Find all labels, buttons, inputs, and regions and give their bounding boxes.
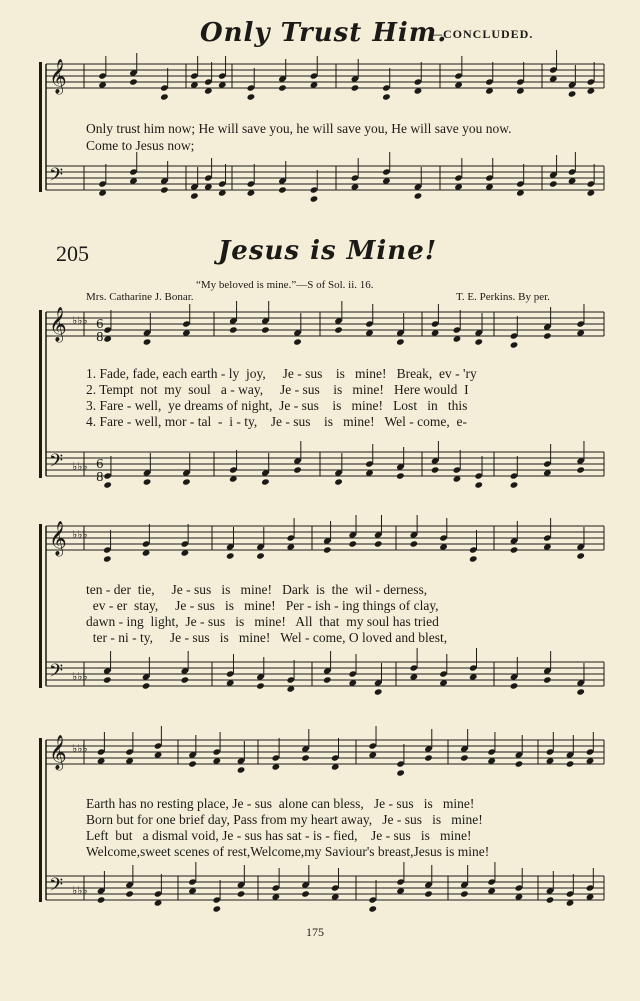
note-head <box>97 896 106 903</box>
verse-line: ev - er stay, Je - sus is mine! Per - ish - ing things of clay, <box>86 598 439 613</box>
verse-line: ten - der tie, Je - sus is mine! Dark is the wil - derness, <box>86 582 428 597</box>
note-head <box>103 555 112 562</box>
note-head <box>351 84 360 91</box>
note-head <box>410 540 419 547</box>
note-head <box>213 905 222 912</box>
note-head <box>566 760 575 767</box>
note-head <box>278 84 287 91</box>
note-head <box>348 540 357 547</box>
key-signature: ♭♭♭ <box>72 670 88 683</box>
note-head <box>396 769 405 776</box>
note-head <box>414 192 423 199</box>
note-head <box>474 338 483 345</box>
note-head <box>293 338 302 345</box>
note-head <box>431 466 440 473</box>
key-signature: ♭♭♭ <box>72 460 88 473</box>
verse-line: Left but a dismal void, Je - sus has sat - is - fied, Je - sus is mine! <box>86 828 472 843</box>
key-signature: ♭♭♭ <box>72 742 88 755</box>
note-head <box>396 472 405 479</box>
continued-hymn-title: Only Trust Him. <box>200 18 448 48</box>
note-head <box>510 341 519 348</box>
note-head <box>576 466 585 473</box>
verse-line: 3. Fare - well, ye dreams of night, Je - sus is mine! Lost in this <box>86 398 468 413</box>
note-head <box>469 555 478 562</box>
note-head <box>576 552 585 559</box>
note-head <box>374 688 383 695</box>
page-number: 175 <box>306 925 324 939</box>
note-head <box>256 552 265 559</box>
note-head <box>229 326 238 333</box>
verse-line: ter - ni - ty, Je - sus is mine! Wel - come, O loved and blest, <box>86 630 448 645</box>
note-head <box>382 93 391 100</box>
note-head <box>549 180 558 187</box>
treble-clef: 𝄞 <box>49 521 67 556</box>
note-head <box>261 478 270 485</box>
note-head <box>188 760 197 767</box>
note-head <box>181 676 190 683</box>
note-head <box>190 192 199 199</box>
note-head <box>237 890 246 897</box>
note-head <box>334 326 343 333</box>
note-head <box>543 332 552 339</box>
system-brace <box>39 310 42 478</box>
note-head <box>226 552 235 559</box>
note-head <box>543 676 552 683</box>
time-signature: 8 <box>96 330 104 344</box>
treble-clef: 𝄞 <box>49 307 67 342</box>
bass-clef: 𝄢 <box>49 875 64 900</box>
verse-line: 4. Fare - well, mor - tal - i - ty, Je - sus is mine! Wel - come, e- <box>86 414 467 429</box>
lyric-line: Come to Jesus now; <box>86 138 195 153</box>
note-head <box>301 890 310 897</box>
verse-line: Born but for one brief day, Pass from my heart away, Je - sus is mine! <box>86 812 483 827</box>
note-head <box>256 682 265 689</box>
note-head <box>293 466 302 473</box>
system-brace <box>39 62 42 192</box>
note-head <box>143 338 152 345</box>
note-head <box>374 540 383 547</box>
system-brace <box>39 738 42 902</box>
key-signature: ♭♭♭ <box>72 884 88 897</box>
note-head <box>323 546 332 553</box>
bass-clef: 𝄢 <box>49 451 64 476</box>
note-head <box>576 688 585 695</box>
note-head <box>160 186 169 193</box>
note-head <box>510 682 519 689</box>
note-head <box>103 676 112 683</box>
treble-clef: 𝄞 <box>49 735 67 770</box>
note-head <box>460 754 469 761</box>
note-head <box>474 481 483 488</box>
system-brace <box>39 524 42 688</box>
note-head <box>424 890 433 897</box>
verse-line: Earth has no resting place, Je - sus alone can bless, Je - sus is mine! <box>86 796 475 811</box>
note-head <box>278 186 287 193</box>
concluded-label: —CONCLUDED. <box>430 27 534 41</box>
hymn-title: Jesus is Mine! <box>218 236 438 266</box>
verse-line: Welcome,sweet scenes of rest,Welcome,my Saviour's breast,Jesus is mine! <box>86 844 490 859</box>
note-head <box>142 682 151 689</box>
verse-line: 2. Tempt not my soul a - way, Je - sus is mine! Here would I <box>86 382 469 397</box>
note-head <box>143 478 152 485</box>
note-head <box>129 78 138 85</box>
note-head <box>301 754 310 761</box>
time-signature: 6 <box>96 457 104 471</box>
epigraph: “My beloved is mine.”—S of Sol. ii. 16. <box>196 279 374 291</box>
key-signature: ♭♭♭ <box>72 528 88 541</box>
bass-clef: 𝄢 <box>49 661 64 686</box>
note-head <box>237 766 246 773</box>
author-credit: Mrs. Catharine J. Bonar. <box>86 291 194 303</box>
bass-clef: 𝄢 <box>49 165 64 190</box>
note-head <box>103 481 112 488</box>
treble-clef: 𝄞 <box>49 59 67 94</box>
note-head <box>460 890 469 897</box>
verse-line: 1. Fade, fade, each earth - ly joy, Je - sus is mine! Break, ev - 'ry <box>86 366 477 381</box>
lyric-line: Only trust him now; He will save you, he will save you, He will save you now. <box>86 121 512 136</box>
note-head <box>515 760 524 767</box>
time-signature: 8 <box>96 470 104 484</box>
note-head <box>182 478 191 485</box>
note-head <box>160 93 169 100</box>
note-head <box>334 478 343 485</box>
note-head <box>546 896 555 903</box>
note-head <box>125 890 134 897</box>
note-head <box>368 905 377 912</box>
note-head <box>310 195 319 202</box>
time-signature: 6 <box>96 317 104 331</box>
note-head <box>424 754 433 761</box>
note-head <box>247 93 256 100</box>
key-signature: ♭♭♭ <box>72 314 88 327</box>
note-head <box>396 338 405 345</box>
verse-line: dawn - ing light, Je - sus is mine! All that my soul has tried <box>86 614 439 629</box>
note-head <box>323 676 332 683</box>
note-head <box>568 90 577 97</box>
note-head <box>510 546 519 553</box>
note-head <box>261 326 270 333</box>
note-head <box>510 481 519 488</box>
hymn-number: 205 <box>56 241 89 266</box>
composer-credit: T. E. Perkins. By per. <box>456 291 550 303</box>
